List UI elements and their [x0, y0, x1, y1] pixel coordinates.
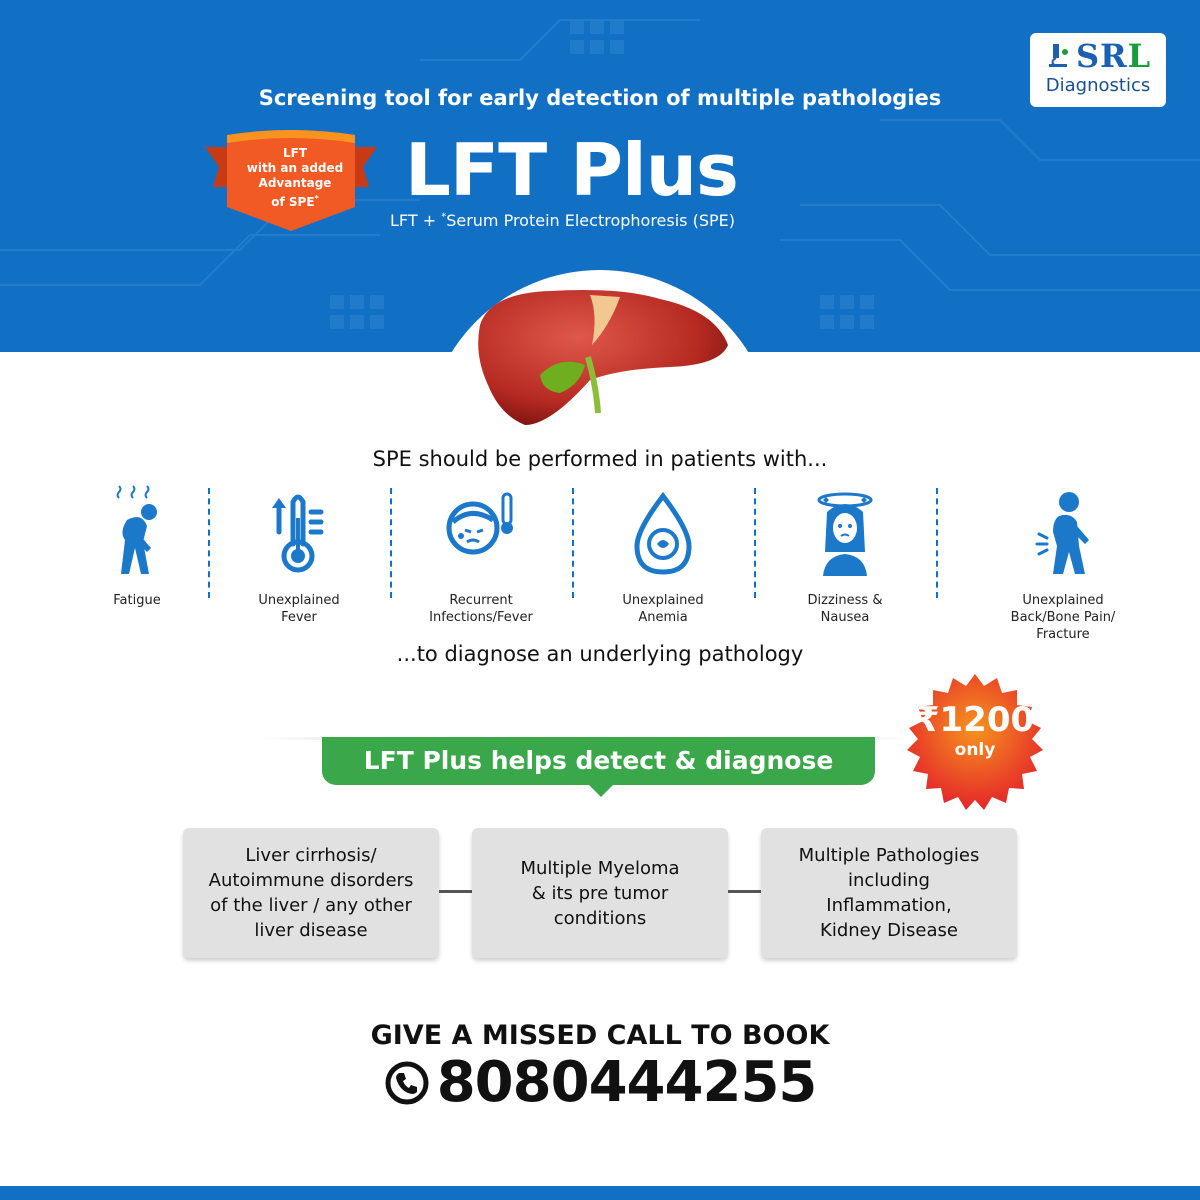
brand-name: SRL: [1075, 37, 1152, 75]
back-pain-icon: [1023, 482, 1103, 582]
symptom-label: Unexplained Anemia: [622, 593, 704, 625]
heading-pointer: [588, 784, 614, 797]
page-subtitle: LFT + *Serum Protein Electrophoresis (SPE): [390, 211, 735, 230]
symptom-label: Dizziness & Nausea: [807, 593, 883, 625]
condition-text: Liver cirrhosis/ Autoimmune disorders of the liver / any other liver disease: [208, 845, 414, 941]
condition-card: [761, 828, 1017, 958]
phone-icon: [384, 1060, 430, 1106]
cta-text: GIVE A MISSED CALL TO BOOK: [370, 1020, 830, 1051]
symptom-label: Fatigue: [113, 593, 161, 608]
symptom-item: [208, 482, 390, 642]
price-suffix: only: [954, 740, 996, 760]
card-connector: [728, 890, 762, 893]
dizzy-woman-icon: [805, 482, 885, 582]
page-title: LFT Plus: [405, 128, 738, 212]
ribbon-line-1: LFT: [282, 146, 308, 160]
symptoms-row: [46, 482, 1154, 642]
tagline: Screening tool for early detection of multiple pathologies: [258, 86, 942, 110]
symptom-label: Unexplained Fever: [258, 593, 340, 625]
symptom-item: [46, 482, 228, 642]
sick-face-icon: [441, 482, 521, 582]
condition-card: [183, 828, 439, 958]
diagnose-line: ...to diagnose an underlying pathology: [396, 642, 804, 666]
thermometer-icon: [259, 482, 339, 582]
symptom-item: [754, 482, 936, 642]
ribbon-line-2: with an added: [246, 161, 344, 175]
divider: [936, 488, 938, 598]
ribbon-line-4: of SPE*: [271, 194, 319, 209]
phone-number[interactable]: 8080444255: [436, 1050, 817, 1115]
symptoms-heading: SPE should be performed in patients with...: [372, 447, 828, 471]
microscope-icon: [1045, 40, 1071, 72]
card-connector: [439, 890, 473, 893]
fatigue-person-icon: [97, 482, 177, 582]
symptom-item: [972, 482, 1154, 642]
condition-text: Multiple Myeloma & its pre tumor conditions: [520, 857, 680, 929]
symptom-item: [572, 482, 754, 642]
phone-row[interactable]: [360, 1050, 840, 1120]
symptom-label: Recurrent Infections/Fever: [429, 593, 533, 625]
liver-illustration: [470, 285, 732, 435]
price-amount: ₹1200: [915, 700, 1035, 740]
price-text: [900, 700, 1050, 760]
condition-card: [472, 828, 728, 958]
detect-heading: LFT Plus helps detect & diagnose: [322, 737, 875, 785]
blood-drop-icon: [623, 482, 703, 582]
srl-logo: [1030, 33, 1166, 107]
ribbon-line-3: Advantage: [258, 176, 332, 190]
symptom-label: Unexplained Back/Bone Pain/ Fracture: [1010, 593, 1116, 642]
footer-bar: [0, 1186, 1200, 1200]
detect-cards: [183, 828, 1017, 958]
symptom-item: [390, 482, 572, 642]
ribbon-text: [240, 146, 350, 210]
brand-subtitle: Diagnostics: [1045, 75, 1151, 96]
condition-text: Multiple Pathologies including Inflammation, Kidney Disease: [798, 845, 980, 941]
